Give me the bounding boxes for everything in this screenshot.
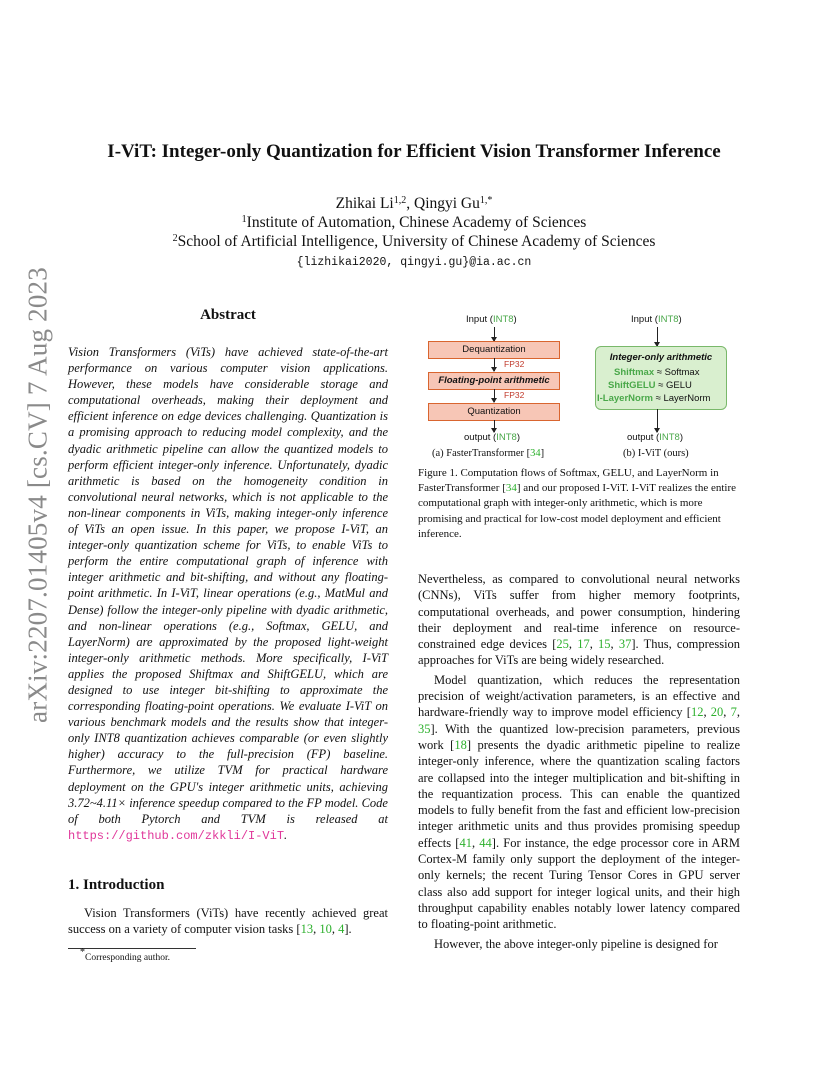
- affiliation-number: 2: [172, 233, 178, 244]
- flow-arrow: [657, 327, 658, 346]
- output-label-a: output (INT8): [464, 432, 520, 443]
- arxiv-identifier: [18, 267, 58, 723]
- floating-point-arithmetic-box: Floating-point arithmetic: [428, 372, 560, 390]
- shiftmax-row: Shiftmax ≈ Softmax: [614, 367, 700, 378]
- citation-link[interactable]: 12: [690, 705, 704, 720]
- fp32-label: FP32: [504, 359, 525, 369]
- author-name: Zhikai Li: [335, 195, 394, 212]
- subcaption-a: (a) FasterTransformer [34]: [432, 448, 545, 459]
- figure-caption: [418, 466, 740, 542]
- citation-link[interactable]: 18: [454, 737, 467, 752]
- abstract-end: .: [284, 827, 288, 842]
- footnote-text: Corresponding author.: [85, 953, 170, 963]
- input-label-b: Input (INT8): [631, 314, 682, 325]
- affiliation-number: 1: [241, 214, 247, 225]
- fp32-label: FP32: [504, 390, 525, 400]
- intro-text: Vision Transformers (ViTs) have recently achieved great success on a variety of computer vision tasks [: [68, 906, 388, 937]
- integer-only-title: Integer-only arithmetic: [609, 352, 713, 363]
- citation-link[interactable]: 13: [300, 922, 314, 937]
- citation-link[interactable]: 37: [618, 637, 632, 652]
- citation-link[interactable]: 41: [459, 835, 472, 850]
- flow-arrow: [494, 358, 495, 371]
- dequantization-box: Dequantization: [428, 341, 560, 359]
- affiliation-text: School of Artificial Intelligence, University of Chinese Academy of Sciences: [177, 233, 656, 250]
- footnote-mark: *: [80, 947, 85, 958]
- citation-link[interactable]: 34: [530, 448, 541, 459]
- integer-only-arithmetic-box: [595, 346, 727, 410]
- section-heading-introduction: 1. Introduction: [68, 877, 165, 893]
- paragraph: However, the above integer-only pipeline is designed for: [434, 936, 718, 951]
- paragraph: Model quantization, which reduces the representation precision of weight/activation parameters, is an effective and hardware-friendly way to improve model efficiency [12, 20, 7, 35]. With the quantized low-precision parameters, previous work [18] presents the dyadic arithmetic pipeline to realize integer-only inference, where the quantization scaling factors are collapsed into the integer multiplication and bit-shifting in the requantization process. This can enable the quantized models to fully benefit from the fast and efficient low-precision integer arithmetic units and thus provides promising speedup effects [41, 44]. For instance, the edge processor core in ARM Cortex-M family only support the deployment of the integer-only kernels; the recent Turing Tensor Cores in GPU server class also add support for integer logical units, and their high throughput capability enables notably lower latency compared to floating-point arithmetic.: [418, 672, 741, 932]
- subcaption-b: (b) I-ViT (ours): [623, 448, 689, 459]
- citation-link[interactable]: 15: [598, 637, 611, 652]
- author-name: Qingyi Gu: [414, 195, 480, 212]
- affiliation-1: [0, 214, 828, 232]
- arxiv-identifier-text: arXiv:2207.01405v4 [cs.CV] 7 Aug 2023: [22, 267, 53, 723]
- quantization-box: Quantization: [428, 403, 560, 421]
- footnote-rule: [68, 948, 196, 949]
- flow-arrow: [494, 327, 495, 341]
- abstract-body: [68, 344, 388, 844]
- citation-link[interactable]: 17: [577, 637, 590, 652]
- citation-link[interactable]: 4: [338, 922, 345, 937]
- i-layernorm-row: I-LayerNorm ≈ LayerNorm: [597, 393, 711, 404]
- output-label-b: output (INT8): [627, 432, 683, 443]
- affiliation-2: [0, 233, 828, 251]
- author-email: {lizhikai2020, qingyi.gu}@ia.ac.cn: [296, 256, 532, 269]
- paper-title: I-ViT: Integer-only Quantization for Efficient Vision Transformer Inference: [107, 141, 721, 162]
- flow-arrow: [657, 409, 658, 432]
- author-affil-sup: 1,2: [393, 195, 407, 206]
- right-column-body: [418, 571, 740, 952]
- caption-text-end: ] and our proposed I-ViT. I-ViT realizes the entire computational graph with integer-only arithmetic, which is more promising and practical for low-cost model deployment and efficient inference.: [418, 482, 736, 540]
- author-affil-sup: 1,*: [479, 195, 493, 206]
- author-list: Zhikai Li$^{1,2}$, Qingyi $Gu^{1,*}$: [335, 195, 493, 212]
- citation-link[interactable]: 44: [479, 835, 492, 850]
- citation-link[interactable]: 10: [319, 922, 332, 937]
- citation-link[interactable]: 34: [505, 482, 517, 495]
- caption-text: Figure 1. Computation flows of Softmax, GELU, and LayerNorm in FasterTransformer [: [418, 467, 719, 495]
- paragraph: Nevertheless, as compared to convolutional neural networks (CNNs), ViTs suffer from higher memory footprints, computational overheads, and power consumption, hindering their deployment and real-time inference on resource-constrained edge devices [25, 17, 15, 37]. Thus, compression approaches for ViTs are being widely researched.: [418, 572, 741, 668]
- flow-arrow: [494, 420, 495, 432]
- affiliation-text: Institute of Automation, Chinese Academy of Sciences: [246, 214, 587, 231]
- input-label-a: Input (INT8): [466, 314, 517, 325]
- intro-paragraph: Vision Transformers (ViTs) have recently achieved great success on a variety of computer vision tasks [13, 10, 4].: [68, 906, 388, 937]
- citation-link[interactable]: 20: [710, 705, 724, 720]
- abstract-heading: Abstract: [200, 307, 256, 323]
- footnote: [80, 947, 170, 963]
- code-link[interactable]: https://github.com/zkkli/I-ViT: [68, 828, 285, 843]
- figure-1: [418, 310, 740, 462]
- citation-link[interactable]: 7: [730, 705, 737, 720]
- shiftgelu-row: ShiftGELU ≈ GELU: [608, 380, 692, 391]
- flow-arrow: [494, 389, 495, 402]
- citation-link[interactable]: 35: [418, 721, 431, 736]
- citation-link[interactable]: 25: [556, 637, 569, 652]
- intro-text-end: ].: [344, 922, 352, 937]
- abstract-text: Vision Transformers (ViTs) have achieved state-of-the-art performance on various computer vision applications. However, these models have considerable storage and computational overheads, making their deployment and efficient inference on edge devices challenging. Quantization is a promising approach to reducing model complexity, and the dyadic arithmetic pipeline can allow the quantized models to perform efficient integer-only inference. Unfortunately, dyadic arithmetic is based on the homogeneity condition in convolutional neural networks, which is not applicable to the non-linear components in ViTs, making integer-only inference of ViTs an open issue. In this paper, we propose I-ViT, an integer-only quantization scheme for ViTs, to enable ViTs to perform the entire computational graph of inference with integer arithmetic and bit-shifting, and without any floating-point arithmetic. In I-ViT, linear operations (e.g., MatMul and Dense) follow the integer-only pipeline with dyadic arithmetic, and non-linear operations (e.g., Softmax, GELU, and LayerNorm) are approximated by the proposed light-weight integer-only arithmetic methods. More specifically, I-ViT applies the proposed Shiftmax and ShiftGELU, which are designed to use integer bit-shifting to approximate the corresponding floating-point operations. We evaluate I-ViT on various benchmark models and the results show that integer-only INT8 quantization achieves comparable (or even slightly higher) accuracy to the full-precision (FP) baseline. Furthermore, we utilize TVM for practical hardware deployment on the GPU's integer arithmetic units, achieving 3.72~4.11× inference speedup compared to the FP model. Code of both Pytorch and TVM is released at: [68, 345, 388, 826]
